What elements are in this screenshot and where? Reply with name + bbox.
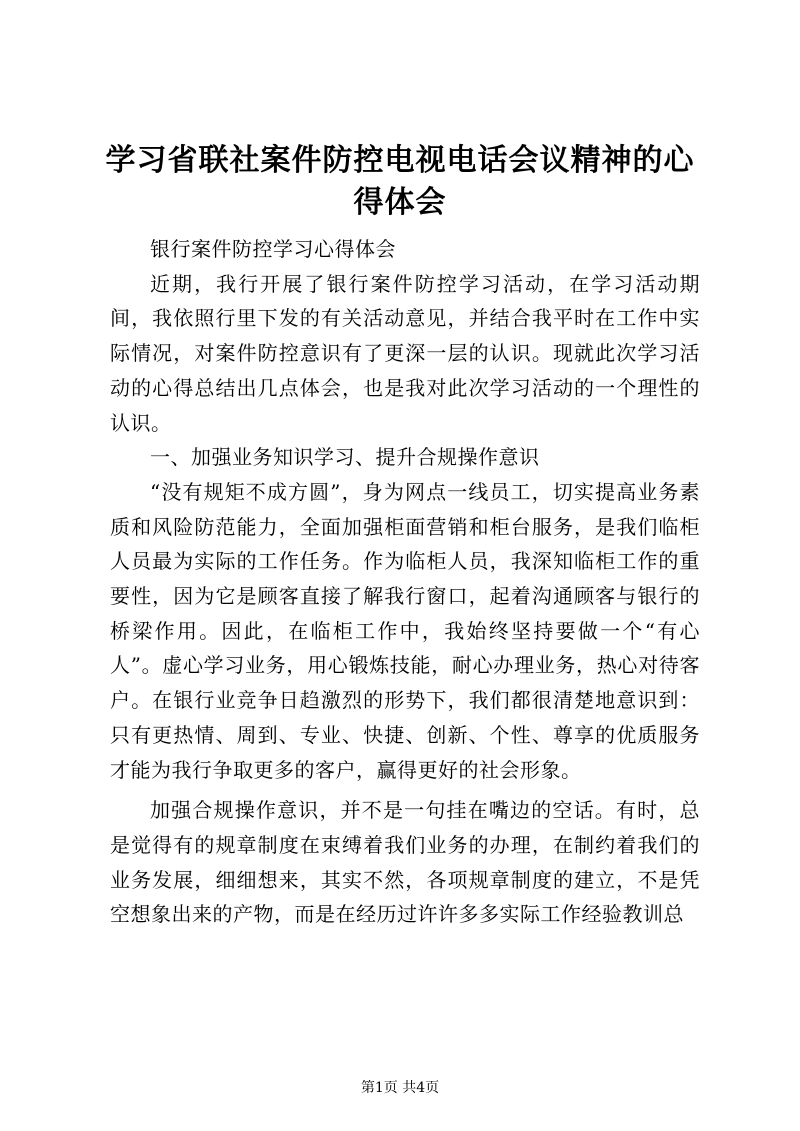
paragraph-rules: “没有规矩不成方圆”，身为网点一线员工，切实提高业务素质和风险防范能力，全面加强柜面营销和柜台服务，是我们临柜人员最为实际的工作任务。作为临柜人员，我深知临柜工作的重要性，因为它是顾客直接了解我行窗口，起着沟通顾客与银行的桥梁作用。因此，在临柜工作中，我始终坚持要做一个“有心人”。虚心学习业务，用心锻炼技能，耐心办理业务，热心对待客户。在银行业竞争日趋激烈的形势下，我们都很清楚地意识到：只有更热情、周到、专业、快捷、创新、个性、尊享的优质服务才能为我行争取更多的客户，赢得更好的社会形象。 bbox=[110, 479, 700, 782]
paragraph-intro: 近期，我行开展了银行案件防控学习活动，在学习活动期间，我依照行里下发的有关活动意见，并结合我平时在工作中实际情况，对案件防控意识有了更深一层的认识。现就此次学习活动的心得总结出几点体会，也是我对此次学习活动的一个理性的认识。 bbox=[110, 271, 700, 435]
paragraph-subtitle: 银行案件防控学习心得体会 bbox=[150, 237, 396, 261]
paragraph-compliance: 加强合规操作意识，并不是一句挂在嘴边的空话。有时，总是觉得有的规章制度在束缚着我们业务的办理，在制约着我们的业务发展，细细想来，其实不然，各项规章制度的建立，不是凭空想象出来的产物，而是在经历过许许多多实际工作经验教训总 bbox=[110, 798, 700, 927]
document-body bbox=[110, 232, 700, 932]
section-heading-1: 一、加强业务知识学习、提升合规操作意识 bbox=[150, 445, 540, 470]
page-number-footer: 第1页 共4页 bbox=[360, 1080, 440, 1096]
document-title: 学习省联社案件防控电视电话会议精神的心得体会 bbox=[105, 143, 695, 220]
